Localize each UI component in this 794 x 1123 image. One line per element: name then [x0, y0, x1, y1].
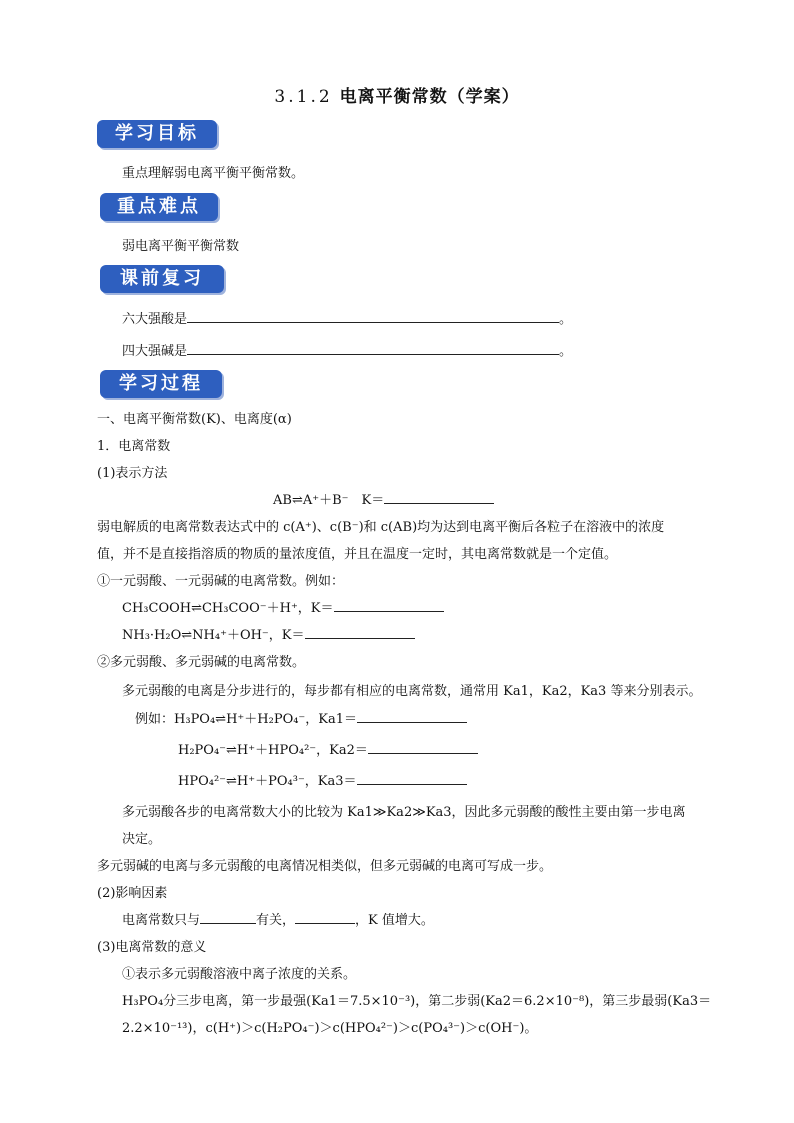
meaning-line-3: 2.2×10⁻¹³)，c(H⁺)＞c(H₂PO₄⁻)＞c(HPO₄²⁻)＞c(PO₄³⁻)＞c(OH⁻)。 [122, 1021, 538, 1036]
factor-line [122, 909, 434, 928]
bases-label: 四大强碱是 [122, 344, 188, 359]
acids-label: 六大强酸是 [122, 312, 188, 327]
badge-process: 学习过程 [100, 370, 222, 398]
section-heading: 一、电离平衡常数(K)、电离度(α) [97, 412, 292, 427]
factor-blank-1[interactable] [200, 910, 256, 924]
phosphate-eq-3 [178, 770, 467, 789]
phosphate-eq-2 [178, 739, 478, 758]
item-heading: 1．电离常数 [97, 439, 171, 454]
meaning-line-1: ①表示多元弱酸溶液中离子浓度的关系。 [122, 967, 357, 982]
review-acids-line [122, 308, 572, 327]
polybasic-desc: 多元弱酸的电离是分步进行的，每步都有相应的电离常数，通常用 Ka1，Ka2，Ka3 等来分别表示。 [122, 684, 702, 699]
acids-blank[interactable] [187, 309, 559, 323]
base-desc: 多元弱碱的电离与多元弱酸的电离情况相类似，但多元弱碱的电离可写成一步。 [97, 859, 553, 874]
general-k-blank[interactable] [384, 490, 494, 504]
badge-review: 课前复习 [100, 265, 224, 293]
desc-line-1: 弱电解质的电离常数表达式中的 c(A⁺)、c(B⁻)和 c(AB)均为达到电离平衡后各粒子在溶液中的浓度 [97, 520, 665, 535]
factor-blank-2[interactable] [295, 910, 355, 924]
key-points-text: 弱电离平衡平衡常数 [122, 239, 240, 254]
ammonia-equation [122, 624, 415, 643]
badge-objectives: 学习目标 [97, 120, 217, 148]
monobasic-heading: ①一元弱酸、一元弱碱的电离常数。例如： [97, 574, 345, 589]
phosphate-eq-1-text: H₃PO₄⇌H⁺＋H₂PO₄⁻，Ka1＝ [174, 712, 358, 727]
meaning-line-2: H₃PO₄分三步电离，第一步最强(Ka1＝7.5×10⁻³)，第二步弱(Ka2＝6.2×10⁻⁸)，第三步最弱(Ka3＝ [122, 994, 712, 1009]
acetic-k-blank[interactable] [334, 598, 444, 612]
polybasic-heading: ②多元弱酸、多元弱碱的电离常数。 [97, 655, 306, 670]
phosphate-eq-3-text: HPO₄²⁻⇌H⁺＋PO₄³⁻，Ka3＝ [178, 774, 357, 789]
page-title [0, 82, 794, 107]
ka2-blank[interactable] [368, 740, 478, 754]
general-equation [273, 489, 494, 508]
factor-text-c: ，K 值增大。 [355, 913, 434, 928]
desc-line-2: 值，并不是直接指溶质的物质的量浓度值，并且在温度一定时，其电离常数就是一个定值。 [97, 547, 618, 562]
general-equation-text: AB⇌A⁺＋B⁻ K＝ [273, 493, 385, 508]
ka3-blank[interactable] [357, 771, 467, 785]
compare-line-2: 决定。 [122, 832, 162, 847]
end-mark: 。 [559, 344, 573, 359]
title-number: 3.1.2 [274, 87, 333, 107]
badge-key-points: 重点难点 [100, 193, 218, 221]
factor-text-a: 电离常数只与 [122, 913, 201, 928]
sub-heading-1: (1)表示方法 [97, 466, 168, 481]
phosphate-eq-2-text: H₂PO₄⁻⇌H⁺＋HPO₄²⁻，Ka2＝ [178, 743, 368, 758]
end-mark: 。 [559, 312, 573, 327]
acetic-equation-text: CH₃COOH⇌CH₃COO⁻＋H⁺，K＝ [122, 601, 334, 616]
ka1-blank[interactable] [357, 709, 467, 723]
bases-blank[interactable] [187, 341, 559, 355]
title-text: 电离平衡常数（学案） [339, 87, 520, 107]
objectives-text: 重点理解弱电离平衡平衡常数。 [122, 166, 305, 181]
ammonia-equation-text: NH₃·H₂O⇌NH₄⁺＋OH⁻，K＝ [122, 628, 305, 643]
factor-text-b: 有关， [256, 913, 296, 928]
sub-heading-3: (3)电离常数的意义 [97, 940, 207, 955]
review-bases-line [122, 340, 572, 359]
phosphate-eq-1 [135, 708, 467, 727]
sub-heading-2: (2)影响因素 [97, 886, 168, 901]
ammonia-k-blank[interactable] [305, 625, 415, 639]
compare-line-1: 多元弱酸各步的电离常数大小的比较为 Ka1≫Ka2≫Ka3，因此多元弱酸的酸性主要由第一步电离 [122, 805, 686, 820]
acetic-equation [122, 597, 444, 616]
example-label: 例如： [135, 712, 175, 727]
